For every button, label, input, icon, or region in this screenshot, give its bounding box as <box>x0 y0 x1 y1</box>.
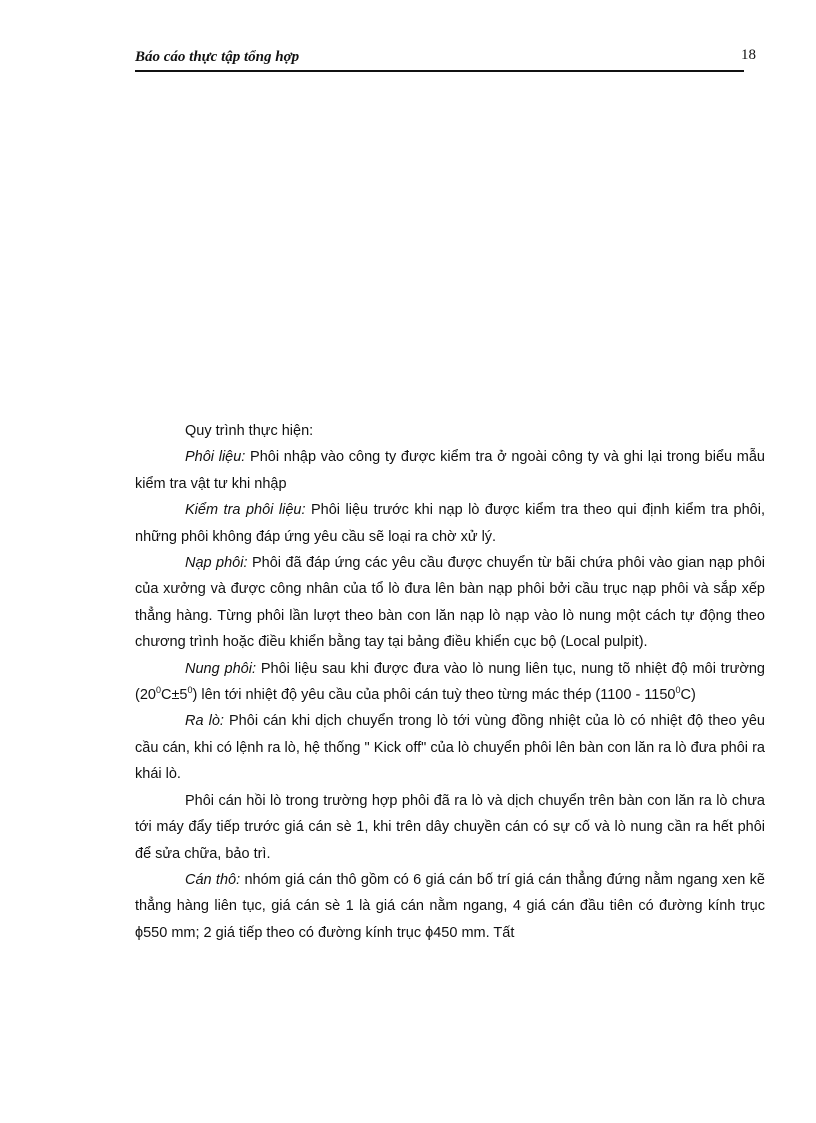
intro-text: Quy trình thực hiện: <box>185 423 314 439</box>
label-nap-phoi: Nạp phôi: <box>185 555 248 572</box>
document-body <box>135 418 765 946</box>
header-title: Báo cáo thực tập tổng hợp <box>135 49 300 65</box>
page-number: 18 <box>741 47 756 63</box>
paragraph-kiem-tra <box>135 497 765 550</box>
text-nung-phoi-a: Phôi liệu sau khi được đưa vào lò nung liên tục, nung tõ nhiệt độ môi trường (20 <box>135 660 765 704</box>
header-divider <box>135 70 744 72</box>
text-phoi-lieu: Phôi nhập vào công ty được kiểm tra ở ngoài công ty và ghi lại trong biểu mẫu kiểm tra vật tư khi nhập <box>135 449 765 492</box>
page-header <box>135 46 756 70</box>
text-ra-lo: Phôi cán khi dịch chuyển trong lò tới vùng đồng nhiệt của lò có nhiệt độ theo yêu cầu cán, khi có lệnh ra lò, hệ thống " Kick off" của lò chuyển phôi lên bàn con lăn ra lò đưa phôi ra khái lò. <box>135 713 765 783</box>
paragraph-nung-phoi <box>135 656 765 709</box>
paragraph-ra-lo <box>135 708 765 787</box>
superscript-degree-2: 0 <box>187 685 193 696</box>
paragraph-nap-phoi <box>135 550 765 656</box>
paragraph-phoi-lieu <box>135 444 765 497</box>
text-hoi-lo: Phôi cán hồi lò trong trường hợp phôi đã ra lò và dịch chuyển trên bàn con lăn ra lò chưa tới máy đẩy tiếp trước giá cán sè 1, khi trên dây chuyền cán có sự cố và lò nung cần ra hết phôi để sửa chữa, bảo trì. <box>135 792 765 862</box>
label-can-tho: Cán thô: <box>185 871 241 888</box>
text-nung-phoi-c: ) lên tới nhiệt độ yêu cầu của phôi cán tuỳ theo từng mác thép (1100 - 1150 <box>192 687 676 704</box>
text-nap-phoi: Phôi đã đáp ứng các yêu cầu được chuyển từ bãi chứa phôi vào gian nạp phôi của xưởng và được công nhân của tổ lò đưa lên bàn nạp phôi bởi cầu trục nạp phôi và sắp xếp thẳng hàng. Từng phôi lần lượt theo bàn con lăn nạp lò nạp vào lò nung một cách tự động theo chương trình hoặc điều khiển bằng tay tại bảng điều khiển cục bộ (Local pulpit). <box>135 555 765 651</box>
text-nung-phoi-d: C) <box>680 687 696 704</box>
text-nung-phoi-b: C±5 <box>160 687 188 704</box>
text-kiem-tra: Phôi liệu trước khi nạp lò được kiểm tra theo qui định kiểm tra phôi, những phôi không đáp ứng yêu cầu sẽ loại ra chờ xử lý. <box>135 502 765 545</box>
label-phoi-lieu: Phôi liệu: <box>185 449 246 466</box>
paragraph-can-tho <box>135 867 765 946</box>
label-ra-lo: Ra lò: <box>185 713 224 730</box>
paragraph-intro <box>135 418 765 444</box>
paragraph-hoi-lo <box>135 788 765 867</box>
label-kiem-tra: Kiểm tra phôi liệu: <box>185 502 306 519</box>
text-can-tho: nhóm giá cán thô gồm có 6 giá cán bố trí giá cán thẳng đứng nằm ngang xen kẽ thẳng hàng liên tục, giá cán sè 1 là giá cán nằm ngang, 4 giá cán đầu tiên có đường kính trục ϕ550 mm; 2 giá tiếp theo có đường kính trục ϕ450 mm. Tất <box>135 871 765 941</box>
superscript-degree-3: 0 <box>675 685 681 696</box>
label-nung-phoi: Nung phôi: <box>185 660 256 677</box>
superscript-degree-1: 0 <box>155 685 161 696</box>
